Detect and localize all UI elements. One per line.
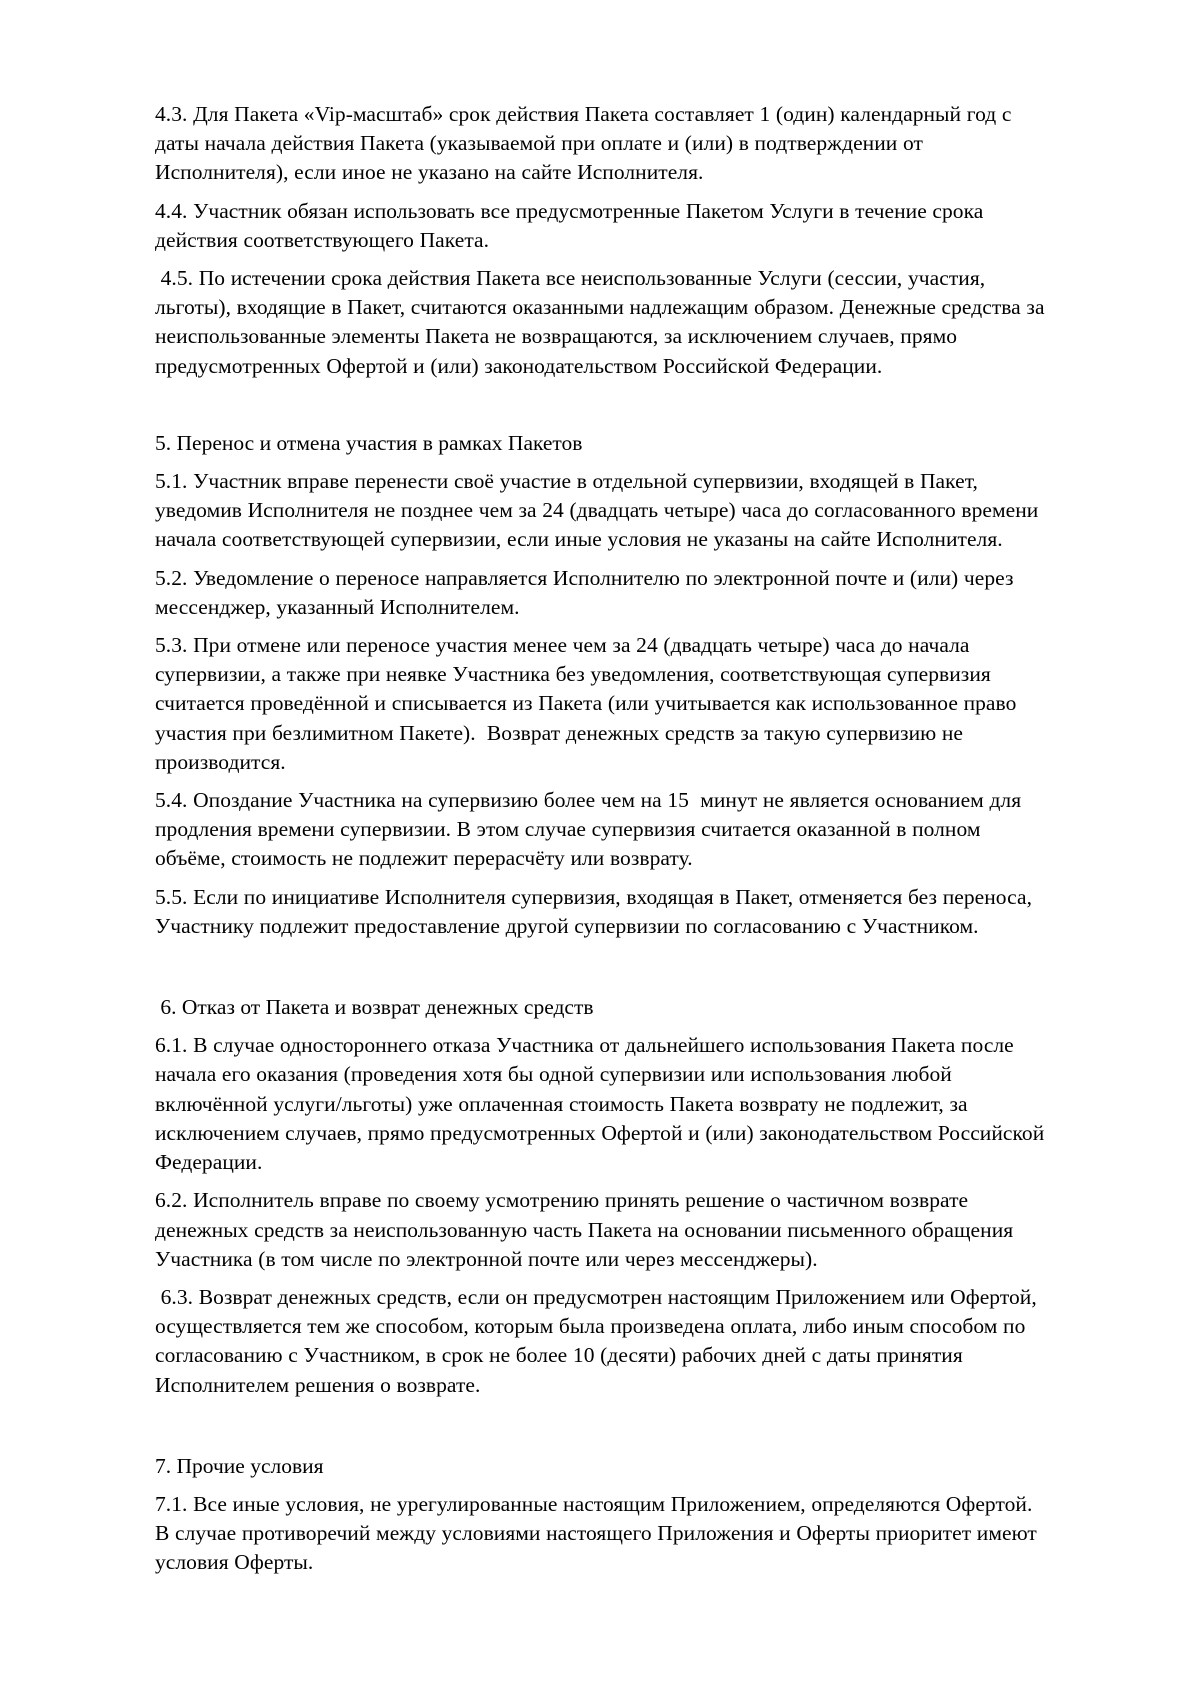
clause-4-5: 4.5. По истечении срока действия Пакета все неиспользованные Услуги (сессии, участия, льготы), входящие в Пакет, считаются оказанными надлежащим образом. Денежные средства за неиспользованные элементы Пакета не возвращаются, за исключением случаев, прямо предусмотренных Офертой и (или) законодательством Российской Федерации.: [155, 266, 1051, 378]
section-heading-5: 5. Перенос и отмена участия в рамках Пакетов: [155, 430, 583, 455]
clause-5-5: 5.5. Если по инициативе Исполнителя супервизия, входящая в Пакет, отменяется без переноса, Участнику подлежит предоставление другой супервизии по согласованию с Участником.: [155, 884, 1038, 938]
section-heading-6: 6. Отказ от Пакета и возврат денежных средств: [155, 995, 594, 1020]
section-heading-7: 7. Прочие условия: [155, 1453, 324, 1478]
clause-5-3: 5.3. При отмене или переносе участия менее чем за 24 (двадцать четыре) часа до начала супервизии, а также при неявке Участника без уведомления, соответствующая супервизия считается проведённой и списывается из Пакета (или учитывается как использованное право участия при безлимитном Пакете). Возврат денежных средств за такую супервизию не производится.: [155, 633, 1023, 774]
document-body: [155, 100, 1051, 1587]
clause-5-2: 5.2. Уведомление о переносе направляется Исполнителю по электронной почте и (или) через мессенджер, указанный Исполнителем.: [155, 565, 1020, 619]
clause-6-3: 6.3. Возврат денежных средств, если он предусмотрен настоящим Приложением или Офертой, осуществляется тем же способом, которым была произведена оплата, либо иным способом по согласованию с Участником, в срок не более 10 (десяти) рабочих дней с даты принятия Исполнителем решения о возврате.: [155, 1284, 1043, 1397]
clause-7-1: 7.1. Все иные условия, не урегулированные настоящим Приложением, определяются Офертой. В случае противоречий между условиями настоящего Приложения и Оферты приоритет имеют условия Оферты.: [155, 1491, 1043, 1575]
clause-4-4: 4.4. Участник обязан использовать все предусмотренные Пакетом Услуги в течение срока действия соответствующего Пакета.: [155, 198, 989, 252]
clause-4-3: 4.3. Для Пакета «Vip-масштаб» срок действия Пакета составляет 1 (один) календарный год с даты начала действия Пакета (указываемой при оплате и (или) в подтверждении от Исполнителя), если иное не указано на сайте Исполнителя.: [155, 102, 1018, 185]
clause-5-1: 5.1. Участник вправе перенести своё участие в отдельной супервизии, входящей в Пакет, уведомив Исполнителя не позднее чем за 24 (двадцать четыре) часа до согласованного времени начала соответствующей супервизии, если иные условия не указаны на сайте Исполнителя.: [155, 469, 1044, 552]
clause-5-4: 5.4. Опоздание Участника на супервизию более чем на 15 минут не является основанием для продления времени супервизии. В этом случае супервизия считается оказанной в полном объёме, стоимость не подлежит перерасчёту или возврату.: [155, 788, 1027, 871]
clause-6-1: 6.1. В случае одностороннего отказа Участника от дальнейшего использования Пакета после начала его оказания (проведения хотя бы одной супервизии или использования любой включённой услуги/льготы) уже оплаченная стоимость Пакета возврату не подлежит, за исключением случаев, прямо предусмотренных Офертой и (или) законодательством Российской Федерации.: [155, 1033, 1050, 1175]
clause-6-2: 6.2. Исполнитель вправе по своему усмотрению принять решение о частичном возврате денежных средств за неиспользованную часть Пакета на основании письменного обращения Участника (в том числе по электронной почте или через мессенджеры).: [155, 1188, 1019, 1271]
